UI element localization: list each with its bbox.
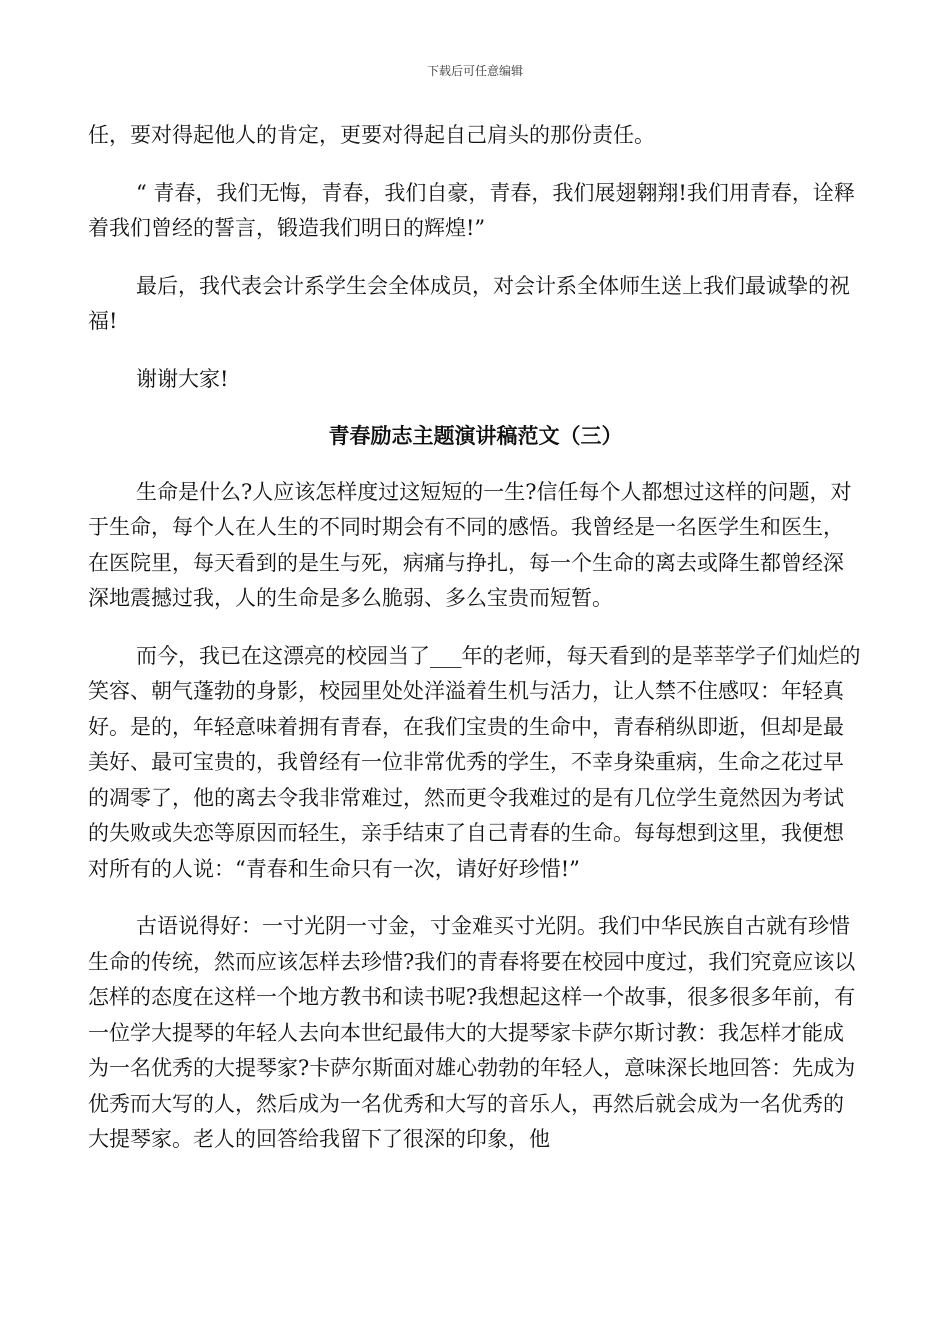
- document-body: [88, 118, 863, 1180]
- paragraph-closing: 最后，我代表会计系学生会全体成员，对会计系全体师生送上我们最诚挚的祝福!: [88, 273, 850, 333]
- section-title: 青春励志主题演讲稿范文（三）: [328, 424, 623, 448]
- paragraph-thanks: 谢谢大家!: [136, 366, 229, 391]
- paragraph-life: 生命是什么?人应该怎样度过这短短的一生?信任每个人都想过这样的问题，对于生命，每个人在人生的不同时期会有不同的感悟。我曾经是一名医学生和医生，在医院里，每天看到的是生与死，病痛与挣扎，每一个生命的离去或降生都曾经深深地震撼过我，人的生命是多么脆弱、多么宝贵而短暂。: [88, 479, 852, 610]
- paragraph-campus: 而今，我已在这漂亮的校园当了___年的老师，每天看到的是莘莘学子们灿烂的笑容、朝气蓬勃的身影，校园里处处洋溢着生机与活力，让人禁不住感叹：年轻真好。是的，年轻意味着拥有青春，在我们宝贵的生命中，青春稍纵即逝，但却是最美好、最可宝贵的，我曾经有一位非常优秀的学生，不幸身染重病，生命之花过早的凋零了，他的离去令我非常难过，然而更令我难过的是有几位学生竟然因为考试的失败或失恋等原因而轻生，亲手结束了自己青春的生命。每每想到这里，我便想对所有的人说：“青春和生命只有一次，请好好珍惜!”: [88, 643, 861, 881]
- paragraph-quote: “ 青春，我们无悔，青春，我们自豪，青春，我们展翅翱翔!我们用青春，诠释着我们曾经的誓言，锻造我们明日的辉煌!”: [88, 180, 855, 240]
- paragraph-proverb: 古语说得好：一寸光阴一寸金，寸金难买寸光阴。我们中华民族自古就有珍惜生命的传统，然而应该怎样去珍惜?我们的青春将要在校园中度过，我们究竟应该以怎样的态度在这样一个地方教书和读书呢?我想起这样一个故事，很多很多年前，有一位学大提琴的年轻人去向本世纪最伟大的大提琴家卡萨尔斯讨教：我怎样才能成为一名优秀的大提琴家?卡萨尔斯面对雄心勃勃的年轻人，意味深长地回答：先成为优秀而大写的人，然后成为一名优秀和大写的音乐人，再然后就会成为一名优秀的大提琴家。老人的回答给我留下了很深的印象，他: [88, 914, 856, 1151]
- paragraph-continuation: 任，要对得起他人的肯定，更要对得起自己肩头的那份责任。: [88, 123, 655, 147]
- page-header: 下载后可任意编辑: [426, 64, 523, 78]
